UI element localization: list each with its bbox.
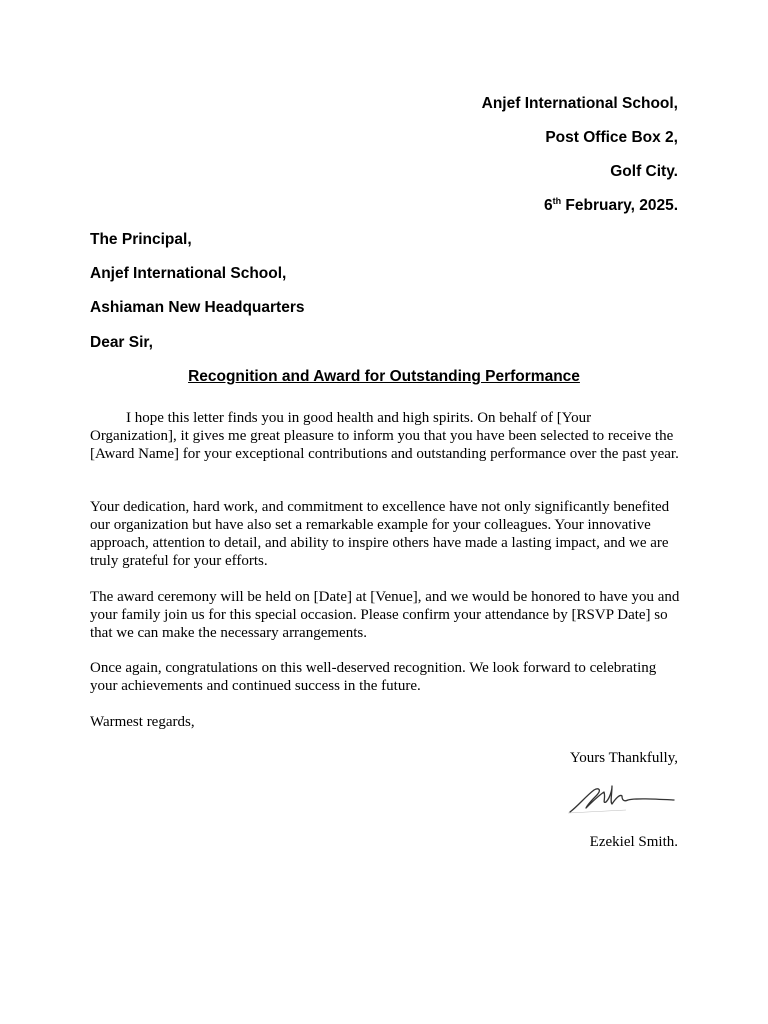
sender-box: Post Office Box 2,	[545, 129, 678, 146]
body-paragraph-1: I hope this letter finds you in good health and high spirits. On behalf of [Your Organization], it gives me great pleasure to inform you that you have been selected to receive the [Award Name] for your exceptional contributions and outstanding performance over the past year.	[90, 410, 679, 462]
signatory-name: Ezekiel Smith.	[589, 834, 678, 850]
body-paragraph-3: The award ceremony will be held on [Date] at [Venue], and we would be honored to have you and your family join us for this special occasion. Please confirm your attendance by [RSVP Date] so that we can make the necessary arrangements.	[90, 589, 680, 641]
closing-line: Yours Thankfully,	[569, 750, 678, 766]
body-paragraph-2: Your dedication, hard work, and commitment to excellence have not only significantly benefited our organization but have also set a remarkable example for your colleagues. Your innovative approach, attention to detail, and ability to inspire others have made a lasting impact, and we are truly grateful for your efforts.	[90, 499, 670, 569]
letter-subject: Recognition and Award for Outstanding Performance	[188, 368, 580, 385]
regards-line: Warmest regards,	[90, 714, 195, 730]
letter-date	[544, 197, 678, 215]
body-paragraph-4: Once again, congratulations on this well-deserved recognition. We look forward to celebrating your achievements and continued success in the future.	[90, 660, 657, 694]
date-day: 6	[543, 197, 553, 214]
handwritten-signature-icon	[566, 782, 678, 816]
date-suffix: th	[552, 195, 562, 206]
recipient-location: Ashiaman New Headquarters	[90, 299, 305, 316]
salutation: Dear Sir,	[90, 334, 153, 351]
recipient-title: The Principal,	[90, 231, 192, 248]
sender-school: Anjef International School,	[481, 95, 678, 112]
recipient-school: Anjef International School,	[90, 265, 287, 282]
sender-city: Golf City.	[610, 163, 678, 180]
date-rest: February, 2025.	[561, 197, 678, 214]
